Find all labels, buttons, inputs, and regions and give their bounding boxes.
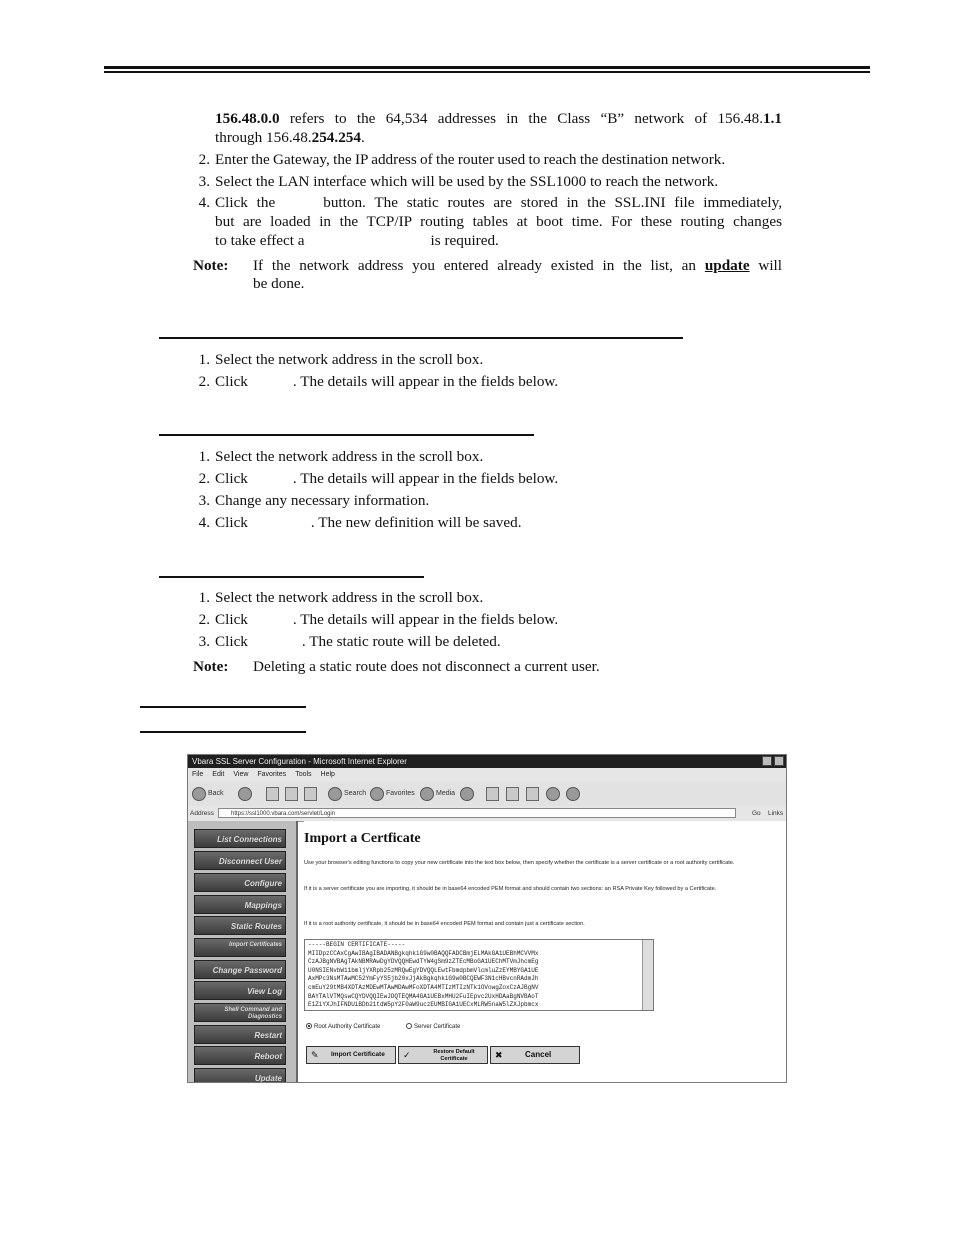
mail-icon[interactable] xyxy=(486,787,499,801)
step-number: 2. xyxy=(198,151,210,168)
back-arrow-icon[interactable] xyxy=(192,787,206,801)
note-delete: Deleting a static route does not disconnect a current user. xyxy=(253,658,600,675)
browser-toolbar xyxy=(188,782,786,807)
favorites-star-icon[interactable] xyxy=(370,787,384,801)
cancel-button[interactable]: ✖ Cancel xyxy=(490,1046,580,1064)
menu-tools[interactable]: Tools xyxy=(295,771,312,778)
print-icon[interactable] xyxy=(506,787,519,801)
menu-help[interactable]: Help xyxy=(320,771,335,778)
step-number: 2. xyxy=(198,470,210,487)
delete-step-select: Select the network address in the scroll box. xyxy=(215,589,484,606)
section-rule-view xyxy=(159,337,683,339)
header-rule-top xyxy=(104,66,870,69)
nav-static-routes[interactable]: Static Routes xyxy=(194,916,286,935)
nav-import-certificates[interactable]: Import Certificates xyxy=(194,938,286,957)
section-rule-certificate-top xyxy=(140,706,306,708)
view-step-select: Select the network address in the scroll box. xyxy=(215,351,484,368)
step-number: 1. xyxy=(198,448,210,465)
textarea-scrollbar[interactable] xyxy=(642,940,653,1010)
cert-line: CzAJBgNVBAgTAkNBMRAwDgYDVQQHEwdTYW4gSm9zZTEcMBoGA1UEChMTVmJhcmEg xyxy=(308,958,539,966)
content-pane xyxy=(304,821,786,1082)
cert-line: MIIDpzCCAxCgAwIBAgIBADANBgkqhkiG9w0BAQQFADCBmjELMAkGA1UEBhMCVVMx xyxy=(308,949,539,957)
radio-unselected-icon[interactable] xyxy=(406,1023,412,1029)
nav-reboot[interactable]: Reboot xyxy=(194,1046,286,1065)
favorites-label[interactable]: Favorites xyxy=(386,790,415,797)
search-icon[interactable] xyxy=(328,787,342,801)
radio-selected-icon[interactable] xyxy=(306,1023,312,1029)
cert-line: BAYTAlVTMQswCQYDVQQIEwJDQTEQMA4GA1UEBxMHU2FuIEpvc2UxHDAaBgNVBAoT xyxy=(308,992,539,1000)
modify-step-save: Click . The new definition will be saved. xyxy=(215,514,522,531)
edit-icon[interactable] xyxy=(526,787,539,801)
refresh-icon[interactable] xyxy=(285,787,298,801)
step-click-line-2: but are loaded in the TCP/IP routing tables at boot time. For these routing changes xyxy=(215,213,782,230)
restore-check-icon: ✓ xyxy=(403,1050,411,1060)
note-update-line-1: If the network address you entered already existed in the list, an update will xyxy=(253,257,782,274)
step-lan-interface: Select the LAN interface which will be used by the SSL1000 to reach the network. xyxy=(215,173,719,190)
instructions-paragraph: Use your browser's editing functions to copy your new certificate into the text box below, then specify whether the certificate is a server certificate or a root authority certificate. xyxy=(304,860,735,866)
radio-server-certificate[interactable]: Server Certificate xyxy=(406,1023,460,1032)
back-label[interactable]: Back xyxy=(208,790,224,797)
modify-step-select: Select the network address in the scroll box. xyxy=(215,448,484,465)
note-label: Note: xyxy=(193,257,229,274)
history-icon[interactable] xyxy=(460,787,474,801)
search-label[interactable]: Search xyxy=(344,790,367,797)
import-pen-icon: ✎ xyxy=(311,1050,319,1060)
cert-line: -----BEGIN CERTIFICATE----- xyxy=(308,941,406,948)
step-number: 2. xyxy=(198,611,210,628)
window-title: Vbara SSL Server Configuration - Microsoft Internet Explorer xyxy=(188,755,786,768)
note-label: Note: xyxy=(193,658,229,675)
step-number: 4. xyxy=(198,514,210,531)
restore-default-certificate-button[interactable]: ✓ Restore Default Certificate xyxy=(398,1046,488,1064)
note-update-line-2: be done. xyxy=(253,275,305,292)
section-rule-delete xyxy=(159,576,424,578)
step-gateway: Enter the Gateway, the IP address of the router used to reach the destination network. xyxy=(215,151,726,168)
menu-view[interactable]: View xyxy=(233,771,249,778)
cert-line: U0NSIENvbW11bmljYXRpb25zMRQwEgYDVQQLEwtFbmdpbmVlcmluZzEYMBYGA1UE xyxy=(308,966,539,974)
view-step-click: Click . The details will appear in the fields below. xyxy=(215,373,559,390)
modify-step-click: Click . The details will appear in the fields below. xyxy=(215,470,559,487)
minimize-button[interactable] xyxy=(762,756,772,766)
step-click-line-3: to take effect a is required. xyxy=(215,232,499,249)
media-icon[interactable] xyxy=(420,787,434,801)
nav-change-password[interactable]: Change Password xyxy=(194,960,286,979)
nav-update[interactable]: Update xyxy=(194,1068,286,1083)
step-number: 1. xyxy=(198,351,210,368)
menu-edit[interactable]: Edit xyxy=(212,771,225,778)
maximize-button[interactable] xyxy=(774,756,784,766)
address-input[interactable]: https://ssl1000.vbara.com/servlet/Login xyxy=(218,808,736,818)
network-range-line-2: through 156.48.254.254. xyxy=(215,129,365,146)
stop-icon[interactable] xyxy=(266,787,279,801)
import-certificate-button[interactable]: ✎ Import Certificate xyxy=(306,1046,396,1064)
section-rule-modify xyxy=(159,434,534,436)
step-number: 4. xyxy=(198,194,210,211)
root-cert-paragraph: If it is a root authority certificate, it should be in base64 encoded PEM format and contain just a certificate section. xyxy=(304,921,585,927)
nav-shell-command[interactable]: Shell Command and Diagnostics xyxy=(194,1003,286,1022)
media-label[interactable]: Media xyxy=(436,790,456,797)
import-certificate-screenshot xyxy=(187,754,787,1083)
step-number: 2. xyxy=(198,373,210,390)
config-sidebar xyxy=(188,821,298,1082)
nav-restart[interactable]: Restart xyxy=(194,1025,286,1044)
menu-bar xyxy=(188,768,786,782)
home-icon[interactable] xyxy=(304,787,317,801)
address-bar xyxy=(188,806,786,822)
menu-favorites[interactable]: Favorites xyxy=(257,771,287,778)
nav-list-connections[interactable]: List Connections xyxy=(194,829,286,848)
nav-mappings[interactable]: Mappings xyxy=(194,895,286,914)
step-number: 3. xyxy=(198,173,210,190)
cert-line: E1ZiYXJhIFNDUiBDb21tdW5pY2F0aW9uczEUMBIGA1UECxMLRW5naW5lZXJpbmcx xyxy=(308,1001,539,1009)
radio-root-authority[interactable]: Root Authority Certificate xyxy=(306,1023,380,1032)
step-click-line-1: Click the button. The static routes are stored in the SSL.INI file immediately, xyxy=(215,194,782,211)
cancel-x-icon: ✖ xyxy=(495,1050,503,1060)
forward-arrow-icon[interactable] xyxy=(238,787,252,801)
delete-step-confirm: Click . The static route will be deleted. xyxy=(215,633,501,650)
nav-disconnect-user[interactable]: Disconnect User xyxy=(194,851,286,870)
step-number: 1. xyxy=(198,589,210,606)
delete-step-click: Click . The details will appear in the fields below. xyxy=(215,611,559,628)
page-title: Import a Certficate xyxy=(304,831,421,846)
step-number: 3. xyxy=(198,492,210,509)
cert-line: AxMPc3NsMTAwMC52YmFyYS5jb20xJjAkBgkqhkiG9w0BCQEWF3N1cHBvcnRAdmJh xyxy=(308,975,539,983)
nav-configure[interactable]: Configure xyxy=(194,873,286,892)
menu-file[interactable]: File xyxy=(192,771,204,778)
address-label: Address xyxy=(190,810,214,817)
nav-view-log[interactable]: View Log xyxy=(194,981,286,1000)
go-button[interactable]: Go xyxy=(752,810,761,817)
header-rule-bottom xyxy=(104,71,870,73)
cert-line: cmEuY29tMB4XDTAzMDEwMTAwMDAwMFoXDTA4MTIzMTIzNTk1OVowgZoxCzAJBgNV xyxy=(308,983,539,991)
modify-step-change: Change any necessary information. xyxy=(215,492,430,509)
links-label[interactable]: Links xyxy=(768,810,784,817)
certificate-textarea[interactable] xyxy=(304,939,654,1011)
discuss-icon[interactable] xyxy=(546,787,560,801)
server-cert-paragraph: If it is a server certificate you are importing, it should be in base64 encoded PEM format and should contain two sections: an RSA Private Key followed by a Certificate. xyxy=(304,886,717,892)
section-rule-certificate-bottom xyxy=(140,731,306,733)
step-number: 3. xyxy=(198,633,210,650)
network-range-line-1: 156.48.0.0 refers to the 64,534 addresses in the Class “B” network of 156.48.1.1 xyxy=(215,110,782,127)
messenger-icon[interactable] xyxy=(566,787,580,801)
